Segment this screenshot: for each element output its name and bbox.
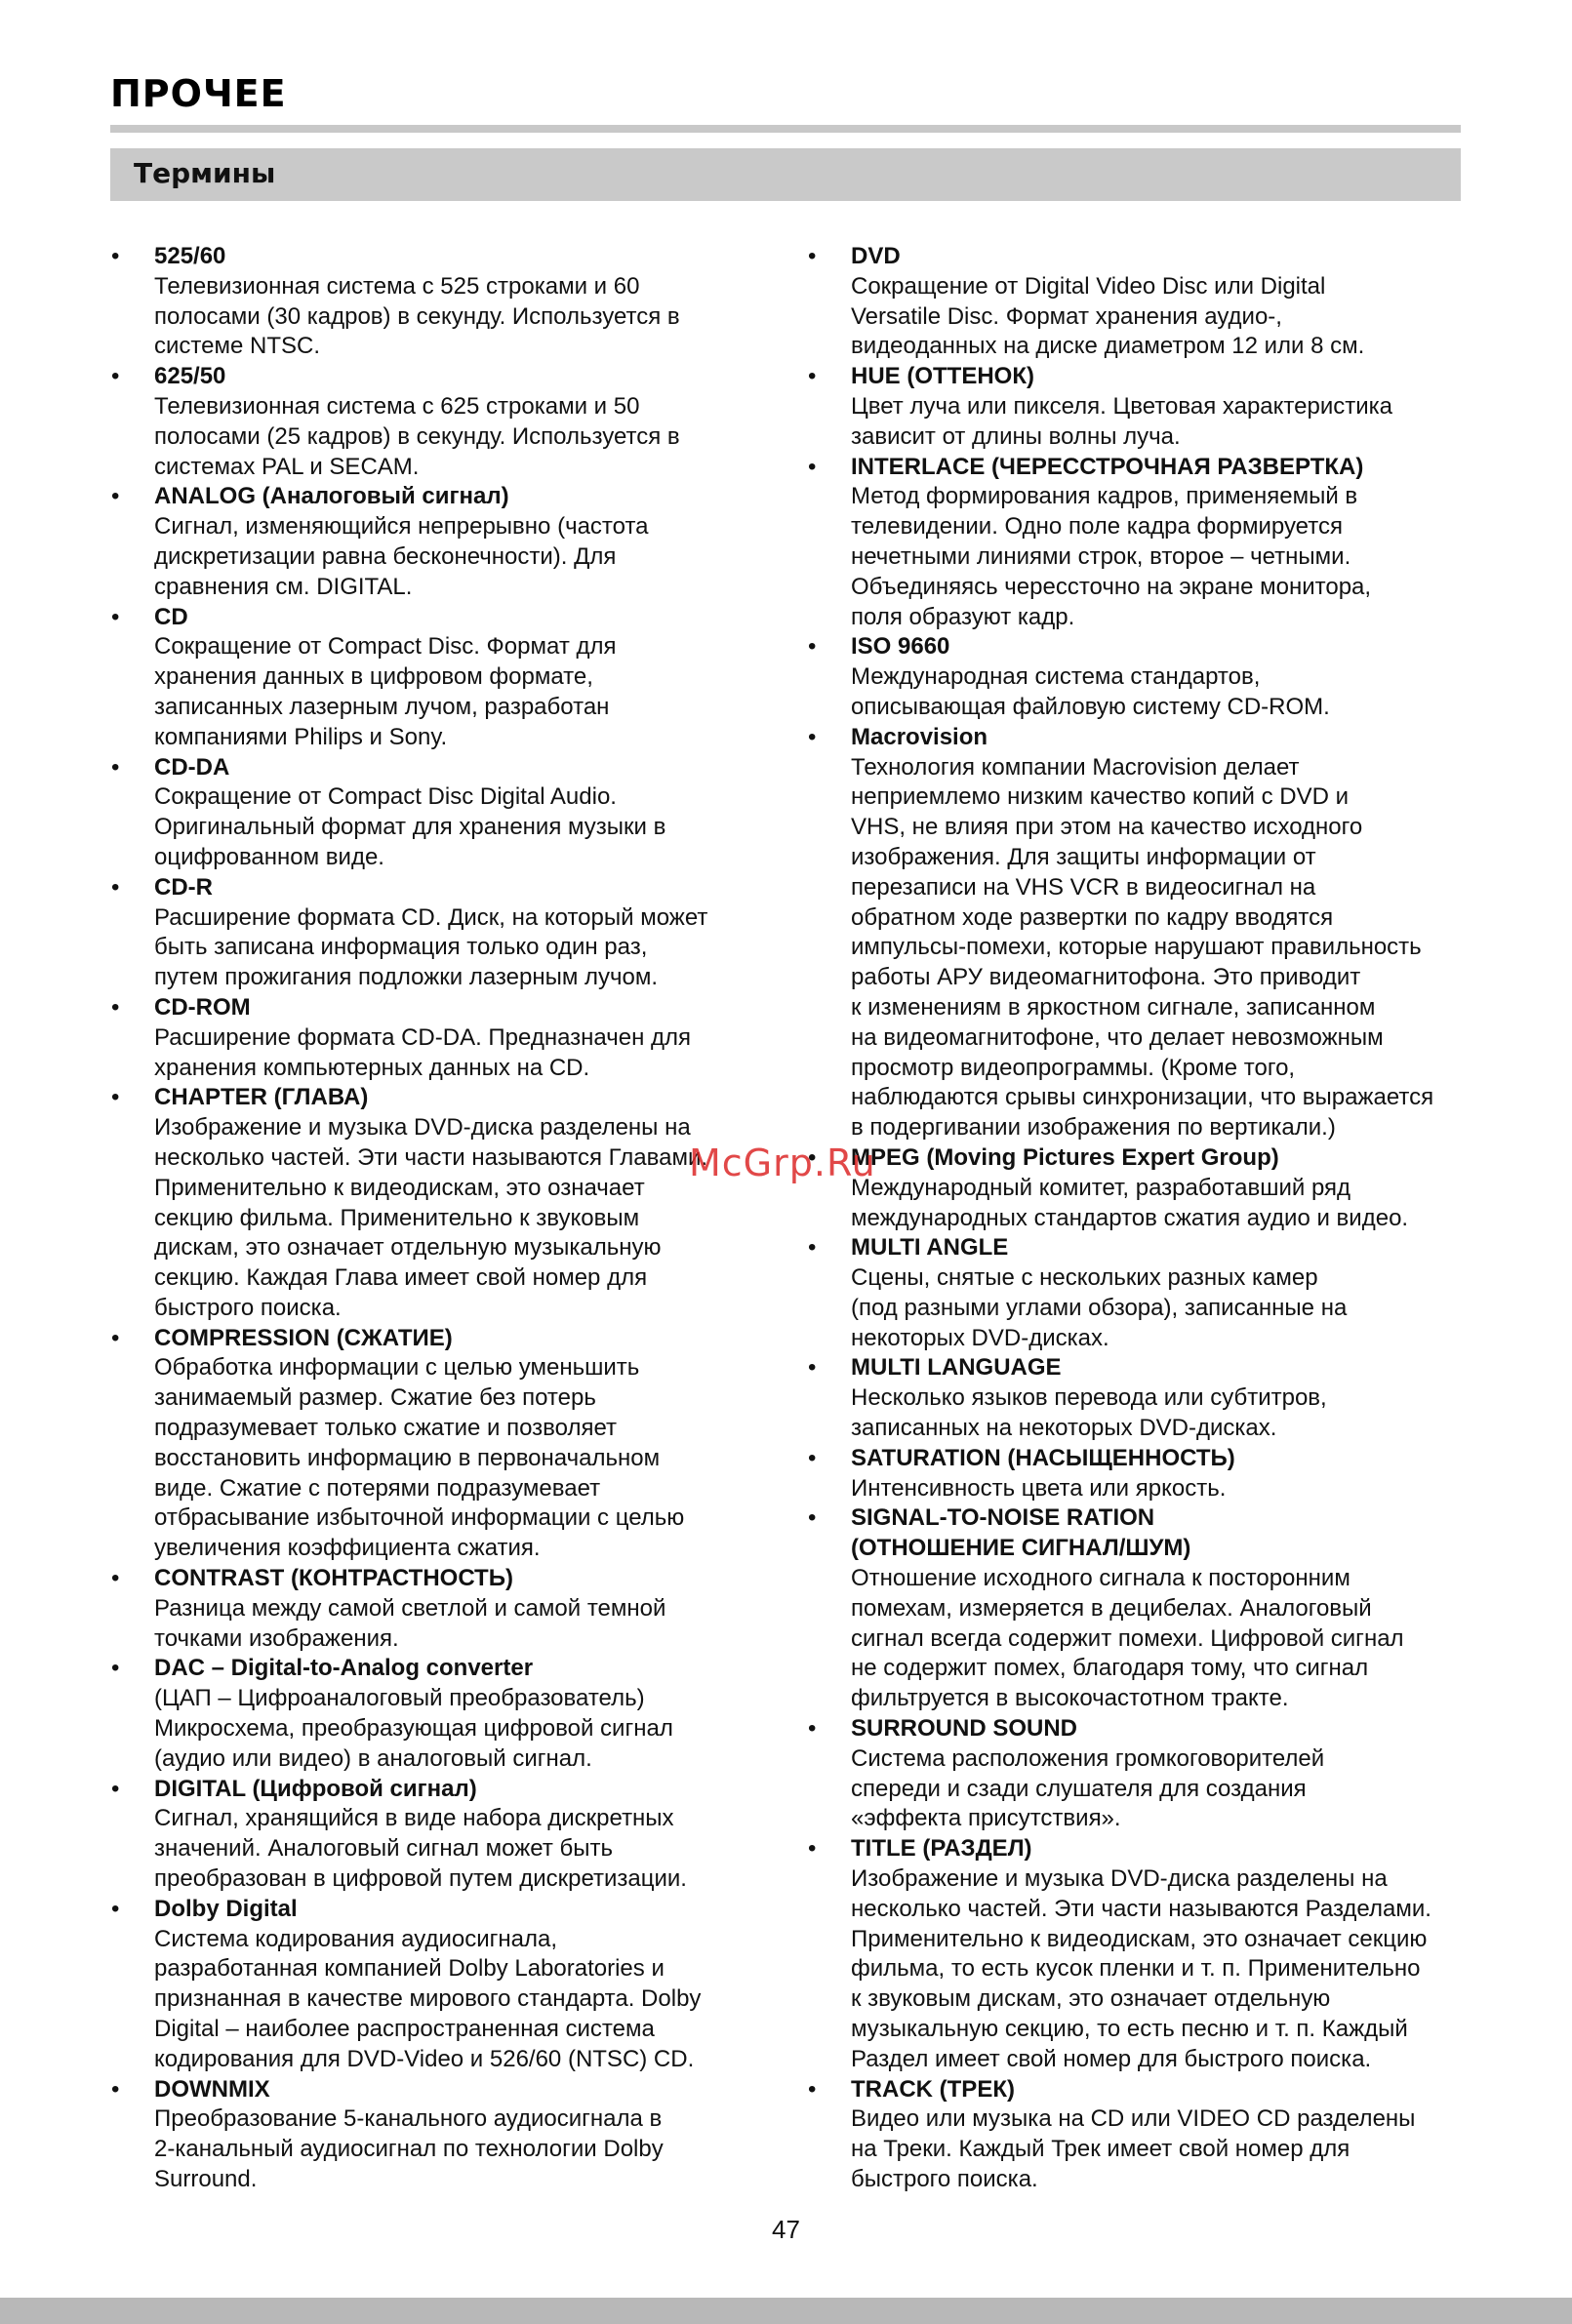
term-name: • DAC – Digital-to-Analog converter (154, 1655, 534, 1682)
title-divider (110, 125, 1461, 133)
term-definition: Телевизионная система с 625 строками и 50 полосами (25 кадров) в секунду. Используется в системах PAL и SECAM. (154, 392, 680, 480)
term-name: • Macrovision (851, 723, 988, 750)
term-definition: Международный комитет, разработавший ряд международных стандартов сжатия аудио и видео. (851, 1174, 1409, 1231)
term-name: • CD-DA (154, 753, 230, 781)
glossary-entry (154, 993, 779, 1083)
term-name: • ISO 9660 (851, 633, 950, 661)
glossary-entry (851, 453, 1475, 633)
glossary-entry (851, 2075, 1475, 2195)
term-definition: Сигнал, хранящийся в виде набора дискретных значений. Аналоговый сигнал может быть преобразован в цифровой путем дискретизации. (154, 1805, 687, 1893)
term-name: • DIGITAL (Цифровой сигнал) (154, 1775, 477, 1802)
term-definition: Сокращение от Compact Disc Digital Audio. Оригинальный формат для хранения музыки в оцифрованном виде. (154, 783, 666, 870)
term-name: • ANALOG (Аналоговый сигнал) (154, 483, 509, 510)
glossary-entry (154, 2075, 779, 2195)
term-definition: Телевизионная система с 525 строками и 60 полосами (30 кадров) в секунду. Используется в системе NTSC. (154, 272, 680, 360)
glossary-entry (154, 242, 779, 362)
term-definition: Несколько языков перевода или субтитров, записанных на некоторых DVD-дисках. (851, 1384, 1327, 1442)
term-name: • MULTI ANGLE (851, 1234, 1009, 1262)
term-definition: Сцены, снятые с нескольких разных камер (под разными углами обзора), записанные на некоторых DVD-дисках. (851, 1264, 1348, 1351)
glossary-entry (851, 1353, 1475, 1443)
term-definition: Отношение исходного сигнала к посторонним помехам, измеряется в децибелах. Аналоговый сигнал всегда содержит помехи. Цифровой сигнал не содержит помех, благодаря тому, что сигнал фильтруется в высокочастотном тракте. (851, 1565, 1404, 1712)
term-definition: Система кодирования аудиосигнала, разработанная компанией Dolby Laboratories и признанная в качестве мирового стандарта. Dolby Digital – наиболее распространенная система кодирования для DVD-Video и 526/60 (NTSC) CD. (154, 1925, 702, 2072)
glossary-entry (851, 1444, 1475, 1504)
term-name: • TRACK (ТРЕК) (851, 2075, 1015, 2103)
term-definition: (ЦАП – Цифроаналоговый преобразователь) Микросхема, преобразующая цифровой сигнал (аудио или видео) в аналоговый сигнал. (154, 1685, 673, 1772)
term-name: • MULTI LANGUAGE (851, 1354, 1062, 1382)
glossary-entry (851, 1714, 1475, 1834)
glossary-entry (154, 1654, 779, 1774)
term-name: • HUE (ОТТЕНОК) (851, 363, 1034, 390)
term-name: • DVD (851, 243, 901, 269)
term-name: • CD (154, 603, 188, 630)
term-definition: Изображение и музыка DVD-диска разделены на несколько частей. Эти части называются Разделами. Применительно к видеодискам, это означает секцию фильма, то есть кусок пленки и т. п. Применительно к звуковым дискам, это означает отдельную музыкальную секцию, то есть песню и т. п. Каждый Раздел имеет свой номер для быстрого поиска. (851, 1865, 1431, 2072)
glossary-entry (154, 482, 779, 602)
term-name: • CONTRAST (КОНТРАСТНОСТЬ) (154, 1565, 513, 1592)
term-name: • MPEG (Moving Pictures Expert Group) (851, 1143, 1279, 1171)
bottom-edge-bar (0, 2298, 1572, 2324)
glossary-entry (154, 1324, 779, 1564)
glossary-entry (851, 1143, 1475, 1233)
glossary-entry (851, 632, 1475, 722)
term-definition: Сигнал, изменяющийся непрерывно (частота дискретизации равна бесконечности). Для сравнения см. DIGITAL. (154, 513, 649, 600)
term-definition: Сокращение от Compact Disc. Формат для хранения данных в цифровом формате, записанных лазерным лучом, разработан компаниями Philips и Sony. (154, 633, 617, 750)
glossary-entry (851, 242, 1475, 362)
glossary-entry (154, 1564, 779, 1654)
glossary-entry (154, 603, 779, 753)
term-name: • SATURATION (НАСЫЩЕННОСТЬ) (851, 1444, 1235, 1471)
glossary-entry (851, 1233, 1475, 1353)
terms-list-right (851, 242, 1475, 2195)
glossary-entry (154, 1895, 779, 2075)
term-definition: Обработка информации с целью уменьшить занимаемый размер. Сжатие без потерь подразумевает только сжатие и позволяет восстановить информацию в первоначальном виде. Сжатие с потерями подразумевает отбрасывание избыточной информации с целью увеличения коэффициента сжатия. (154, 1354, 685, 1562)
term-definition: Цвет луча или пикселя. Цветовая характеристика зависит от длины волны луча. (851, 392, 1392, 450)
glossary-entry (154, 1775, 779, 1895)
glossary-entry (851, 723, 1475, 1143)
term-definition: Интенсивность цвета или яркость. (851, 1474, 1227, 1502)
watermark: McGrp.Ru (689, 1142, 876, 1184)
terms-list-left (154, 242, 779, 2195)
section-title: Термины (134, 157, 276, 189)
term-definition: Международная система стандартов, описывающая файловую систему CD-ROM. (851, 663, 1330, 720)
term-definition: Видео или музыка на CD или VIDEO CD разделены на Треки. Каждый Трек имеет свой номер для быстрого поиска. (851, 2105, 1416, 2192)
term-name: • SIGNAL-TO-NOISE RATION (ОТНОШЕНИЕ СИГНАЛ/ШУМ) (851, 1504, 1191, 1562)
term-name: • 625/50 (154, 363, 226, 390)
term-name: • TITLE (РАЗДЕЛ) (851, 1835, 1032, 1863)
term-name: • CHAPTER (ГЛАВА) (154, 1084, 369, 1111)
glossary-entry (851, 1503, 1475, 1714)
term-name: • SURROUND SOUND (851, 1715, 1078, 1743)
term-name: • CD-R (154, 873, 213, 901)
term-definition: Метод формирования кадров, применяемый в телевидении. Одно поле кадра формируется нечетными линиями строк, второе – четными. Объединяясь черессточно на экране монитора, поля образуют кадр. (851, 483, 1372, 630)
term-definition: Разница между самой светлой и самой темной точками изображения. (154, 1594, 666, 1652)
term-definition: Изображение и музыка DVD-диска разделены на несколько частей. Эти части называются Главами. Применительно к видеодискам, это означает секцию фильма. Применительно к звуковым дискам, это означает отдельную музыкальную секцию. Каждая Глава имеет свой номер для быстрого поиска. (154, 1114, 708, 1321)
term-name: • INTERLACE (ЧЕРЕССТРОЧНАЯ РАЗВЕРТКА) (851, 453, 1364, 480)
term-name: • Dolby Digital (154, 1895, 298, 1922)
page-title: ПРОЧЕЕ (110, 72, 287, 115)
term-name: • DOWNMIX (154, 2075, 270, 2103)
glossary-entry (154, 873, 779, 993)
term-definition: Расширение формата CD. Диск, на который может быть записана информация только один раз, путем прожигания подложки лазерным лучом. (154, 903, 708, 991)
term-definition: Расширение формата CD-DA. Предназначен для хранения компьютерных данных на CD. (154, 1023, 692, 1081)
glossary-entry (154, 753, 779, 873)
term-name: • 525/60 (154, 243, 226, 269)
glossary-entry (154, 362, 779, 482)
section-header-bar (110, 148, 1461, 201)
page-number: 47 (772, 2215, 800, 2244)
term-definition: Сокращение от Digital Video Disc или Digital Versatile Disc. Формат хранения аудио-, видеоданных на диске диаметром 12 или 8 см. (851, 272, 1365, 360)
term-name: • COMPRESSION (СЖАТИЕ) (154, 1324, 453, 1351)
glossary-entry (851, 1834, 1475, 2074)
glossary-entry (851, 362, 1475, 452)
term-definition: Система расположения громкоговорителей спереди и сзади слушателя для создания «эффекта присутствия». (851, 1744, 1325, 1832)
term-name: • CD-ROM (154, 993, 251, 1021)
term-definition: Преобразование 5-канального аудиосигнала в 2-канальный аудиосигнал по технологии Dolby Surround. (154, 2105, 664, 2192)
term-definition: Технология компании Macrovision делает неприемлемо низким качество копий с DVD и VHS, не влияя при этом на качество исходного изображения. Для защиты информации от перезаписи на VHS VCR в видеосигнал на обратном ходе развертки по кадру вводятся импульсы-помехи, которые нарушают правильность работы АРУ видеомагнитофона. Это приводит к изменениям в яркостном сигнале, записанном на видеомагнитофоне, что делает невозможным просмотр видеопрограммы. (Кроме того, наблюдаются срывы синхронизации, что выражается в подергивании изображения по вертикали.) (851, 753, 1434, 1142)
glossary-entry (154, 1083, 779, 1323)
